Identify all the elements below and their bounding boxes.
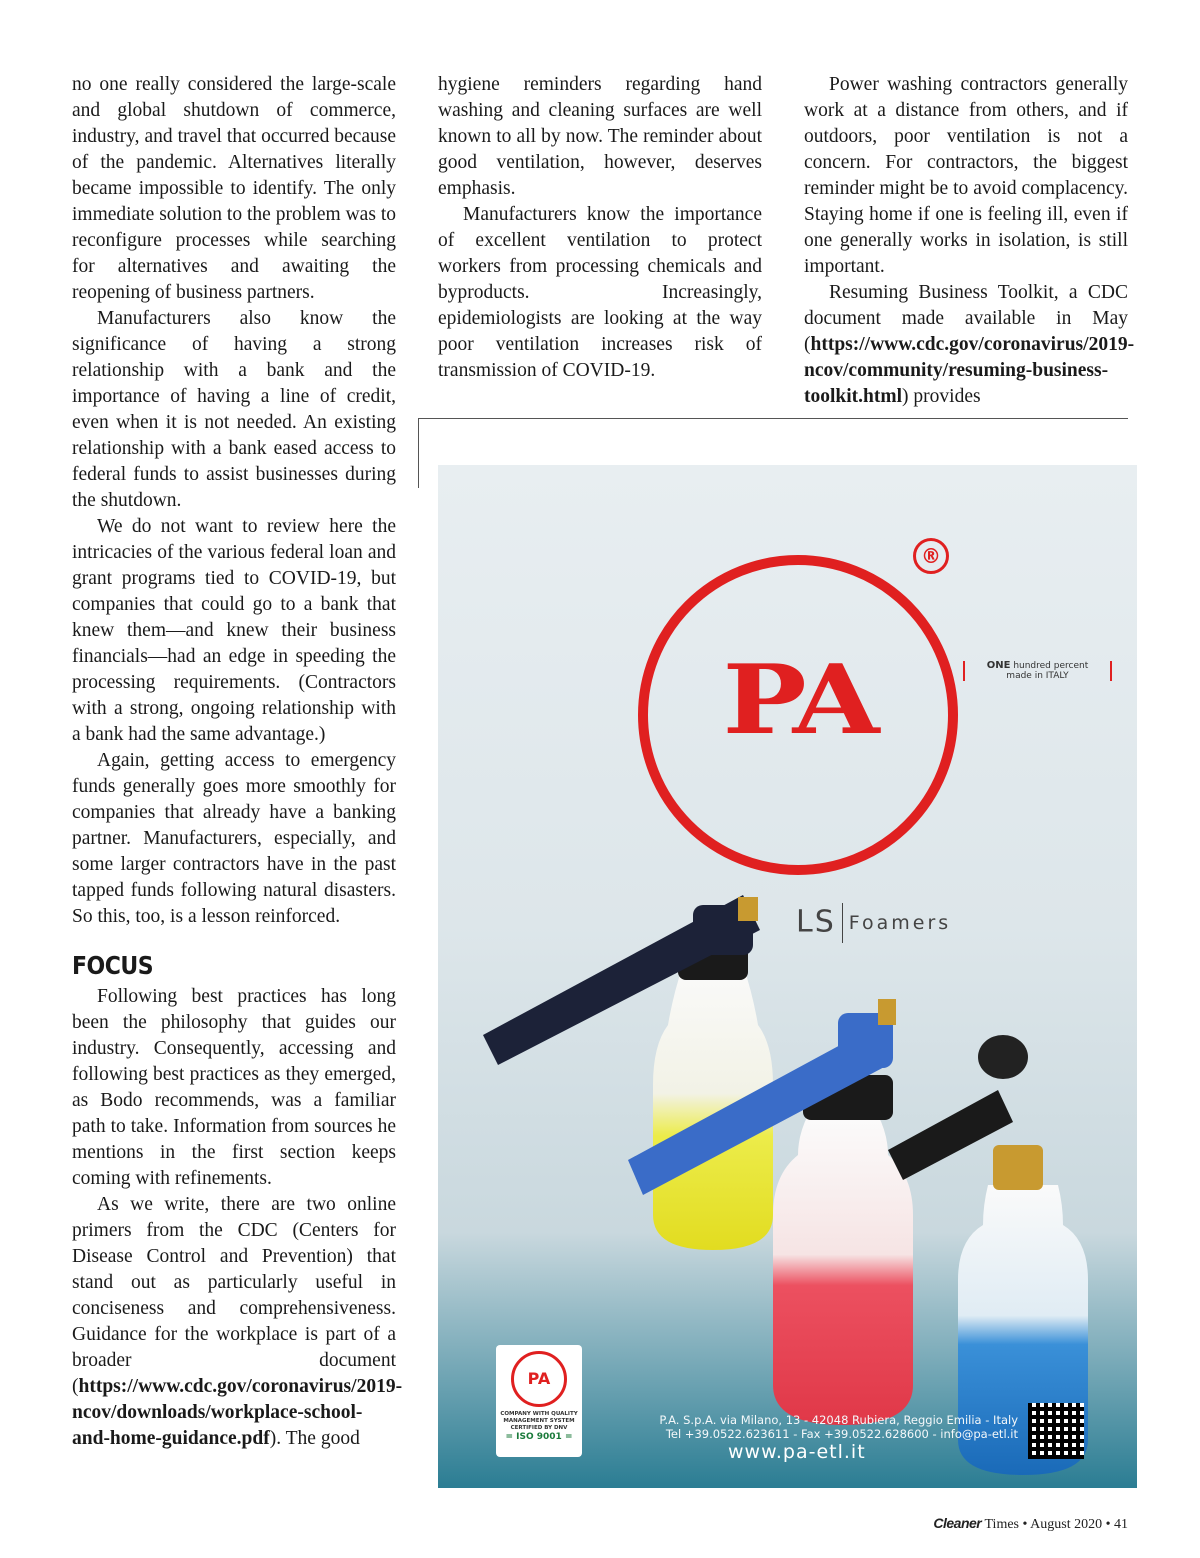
article-column-1 xyxy=(72,72,403,1452)
certification-text: COMPANY WITH QUALITY MANAGEMENT SYSTEM CERTIFIED BY DNV xyxy=(500,1411,578,1431)
pa-logo: PA xyxy=(722,644,874,757)
foamer-products-image xyxy=(438,465,1137,1488)
tagline-one: ONE xyxy=(986,660,1011,671)
contact-info xyxy=(598,1413,1018,1441)
publication-name-rest: Times xyxy=(984,1517,1020,1532)
red-bottle xyxy=(773,1115,913,1425)
tagline-text: hundred percent xyxy=(1010,661,1089,671)
divider xyxy=(418,418,1128,419)
product-series: LS xyxy=(796,904,836,940)
paragraph: Manufacturers also know the significance of having a strong relationship with a bank and the importance of having a line of credit, even when it is not needed. An existing relationship with a bank eased access to federal funds to assist businesses during the shutdown. xyxy=(72,308,396,511)
cdc-guidance-link[interactable]: https://www.cdc.gov/coronavirus/2019-ncov/downloads/workplace-school-and-home-guidance.pdf xyxy=(72,1376,403,1449)
page-footer xyxy=(933,1515,1128,1533)
paragraph xyxy=(72,1192,403,1452)
pa-mini-logo: PA xyxy=(511,1351,567,1407)
paragraph: Manufacturers know the importance of excellent ventilation to protect workers from processing chemicals and byproducts. Increasingly, epidemiologists are looking at the way poor ventilation increases risk of transmission of COVID-19. xyxy=(438,204,762,381)
iso-label: = ISO 9001 = xyxy=(505,1432,573,1442)
website-link[interactable]: www.pa-etl.it xyxy=(728,1441,866,1463)
paragraph: hygiene reminders regarding hand washing and cleaning surfaces are well known to all by now. The reminder about good ventilation, however, deserves emphasis. xyxy=(438,74,762,199)
blue-bottle-cap xyxy=(993,1145,1043,1190)
paragraph-text: ) provides xyxy=(902,386,981,407)
product-name: Foamers xyxy=(848,912,952,934)
paragraph: Again, getting access to emergency funds generally goes more smoothly for companies that already have a banking partner. Manufacturers, especially, and some larger contractors have in the past tapped funds following natural disasters. So this, too, is a lesson reinforced. xyxy=(72,750,396,927)
qr-code-icon[interactable] xyxy=(1028,1403,1084,1459)
paragraph: Following best practices has long been the philosophy that guides our industry. Consequently, accessing and following best practices as they emerged, as Bodo recommends, was a familiar path to take. Information from sources he mentions in the first section keeps coming with refinements. xyxy=(72,986,396,1189)
article-column-3 xyxy=(804,72,1135,410)
paragraph-text: Resuming Business Toolkit, a CDC document made available in May ( xyxy=(804,282,1128,355)
divider xyxy=(418,418,419,488)
paragraph: no one really considered the large-scale and global shutdown of commerce, industry, and travel that occurred because of the pandemic. Alternatives literally became impossible to identify. The only immediate solution to the problem was to reconfigure processes while searching for alternatives and awaiting the reopening of business partners. xyxy=(72,74,396,303)
publication-name: Cleaner xyxy=(933,1515,982,1531)
registered-mark: ® xyxy=(913,538,949,574)
section-heading: FOCUS xyxy=(72,952,154,981)
paragraph xyxy=(804,280,1135,410)
issue-and-page: • August 2020 • 41 xyxy=(1019,1517,1128,1532)
phone-fax-email: Tel +39.0522.623611 - Fax +39.0522.628600 - info@pa-etl.it xyxy=(665,1427,1018,1441)
paragraph-text: ). The good xyxy=(269,1428,360,1449)
paragraph-text: As we write, there are two online primers from the CDC (Centers for Disease Control and Prevention) that stand out as particularly useful in conciseness and comprehensiveness. Guidance for the workplace is part of a broader document ( xyxy=(72,1194,396,1397)
paragraph: We do not want to review here the intricacies of the various federal loan and grant programs tied to COVID-19, but companies that could go to a bank that knew them—and knew their business financials—had an edge in speeding the processing requirements. (Contractors with a strong, ongoing relationship with a bank had the same advantage.) xyxy=(72,516,396,745)
adjuster-knob xyxy=(978,1035,1028,1079)
tagline-text: made in ITALY xyxy=(1006,671,1069,681)
address: P.A. S.p.A. via Milano, 13 - 42048 Rubiera, Reggio Emilia - Italy xyxy=(659,1413,1018,1427)
cdc-toolkit-link[interactable]: https://www.cdc.gov/coronavirus/2019-ncov/community/resuming-business-toolkit.html xyxy=(804,334,1135,407)
pa-advertisement xyxy=(438,465,1137,1488)
iso-certification-badge xyxy=(496,1345,582,1457)
paragraph: Power washing contractors generally work at a distance from others, and if outdoors, poor ventilation is not a concern. For contractors, the biggest reminder might be to avoid complacency. Staying home if one is feeling ill, even if one generally works in isolation, is still important. xyxy=(804,74,1128,277)
article-column-2 xyxy=(438,72,762,384)
